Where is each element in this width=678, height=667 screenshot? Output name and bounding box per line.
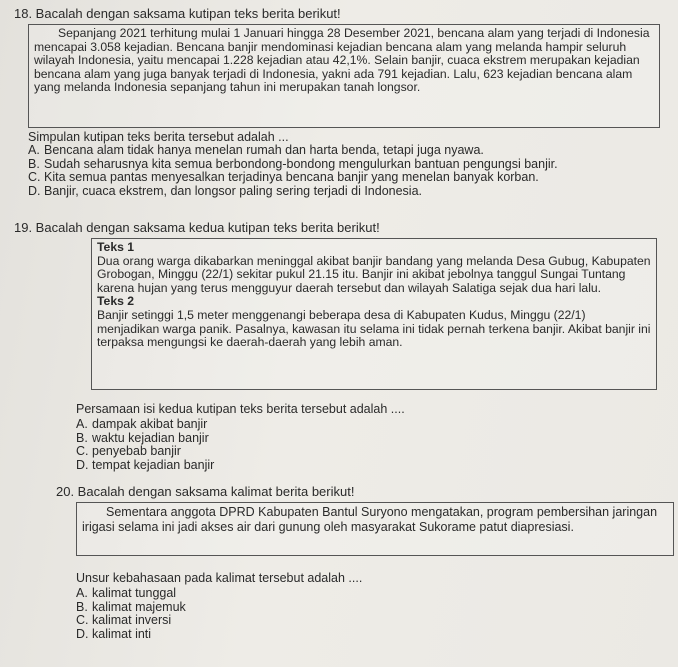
q18-option-a[interactable]: A. Bencana alam tidak hanya menelan rumah dan harta benda, tetapi juga nyawa. bbox=[28, 143, 484, 157]
q19-prompt: 19. Bacalah dengan saksama kedua kutipan teks berita berikut! bbox=[14, 220, 380, 235]
q19-options bbox=[76, 418, 476, 472]
q19-text1: Dua orang warga dikabarkan meninggal akibat banjir bandang yang melanda Desa Gubug, Kabupaten Grobogan, Minggu (22/1) sekitar pukul 21.15 itu. Banjir ini akibat jebolnya tanggul Sungai Tuntang karena hujan yang terus mengguyur daerah tersebut dan wilayah Salatiga sejak dua hari lalu. bbox=[97, 253, 651, 295]
q19-option-a[interactable]: A. dampak akibat banjir bbox=[76, 417, 208, 431]
q18-prompt: 18. Bacalah dengan saksama kutipan teks berita berikut! bbox=[14, 6, 341, 21]
q18-options bbox=[28, 144, 668, 198]
q19-option-c[interactable]: C. penyebab banjir bbox=[76, 444, 181, 459]
q20-prompt: 20. Bacalah dengan saksama kalimat berita berikut! bbox=[56, 484, 355, 499]
q20-sentence-box bbox=[76, 502, 674, 556]
q20-option-b[interactable]: B. kalimat majemuk bbox=[76, 599, 186, 614]
q19-passage-box bbox=[91, 238, 657, 390]
q20-stem: Unsur kebahasaan pada kalimat tersebut adalah .... bbox=[76, 571, 363, 585]
q18-option-b[interactable]: B. Sudah seharusnya kita semua berbondong-bondong mengulurkan bantuan pengungsi banjir. bbox=[28, 156, 558, 171]
q20-option-c[interactable]: C. kalimat inversi bbox=[76, 613, 172, 628]
q20-options bbox=[76, 587, 476, 641]
q19-text2: Banjir setinggi 1,5 meter menggenangi beberapa desa di Kabupaten Kudus, Minggu (22/1) menjadikan warga panik. Pasalnya, kawasan itu selama ini tidak pernah terkena banjir. Akibat banjir ini terpaksa mengungsi ke daerah-daerah yang lebih aman. bbox=[97, 307, 651, 350]
q19-stem: Persamaan isi kedua kutipan teks berita tersebut adalah .... bbox=[76, 402, 405, 416]
q20-option-d[interactable]: D. kalimat inti bbox=[76, 626, 152, 641]
q18-option-c[interactable]: C. Kita semua pantas menyesalkan terjadinya bencana banjir yang menelan banyak korban. bbox=[28, 170, 539, 185]
q18-stem: Simpulan kutipan teks berita tersebut adalah ... bbox=[28, 130, 289, 144]
q19-option-b[interactable]: B. waktu kejadian banjir bbox=[76, 430, 209, 445]
q18-passage-box bbox=[28, 24, 660, 128]
q20-option-a[interactable]: A. kalimat tunggal bbox=[76, 586, 177, 600]
q19-text1-title: Teks 1 bbox=[97, 240, 135, 254]
q19-text2-title: Teks 2 bbox=[97, 294, 135, 309]
q19-option-d[interactable]: D. tempat kejadian banjir bbox=[76, 457, 215, 472]
q18-passage: Sepanjang 2021 terhitung mulai 1 Januari hingga 28 Desember 2021, bencana alam yang terjadi di Indonesia mencapai 3.058 kejadian. Bencana banjir mendominasi kejadian bencana alam yang melanda hampir seluruh wilayah Indonesia, yaitu mencapai 1.228 kejadian atau 42,1%. Selain banjir, cuaca ekstrem merupakan kejadian bencana alam yang juga banyak terjadi di Indonesia, yakni ada 791 kejadian. Lalu, 623 kejadian bencana alam yang melanda Indonesia sepanjang tahun ini merupakan tanah longsor. bbox=[34, 26, 650, 95]
q18-option-d[interactable]: D. Banjir, cuaca ekstrem, dan longsor paling sering terjadi di Indonesia. bbox=[28, 183, 422, 198]
q20-sentence: Sementara anggota DPRD Kabupaten Bantul Suryono mengatakan, program pembersihan jaringan irigasi selama ini jadi akses air dari gunung oleh masyarakat Sukorame patut diapresiasi. bbox=[82, 505, 658, 534]
